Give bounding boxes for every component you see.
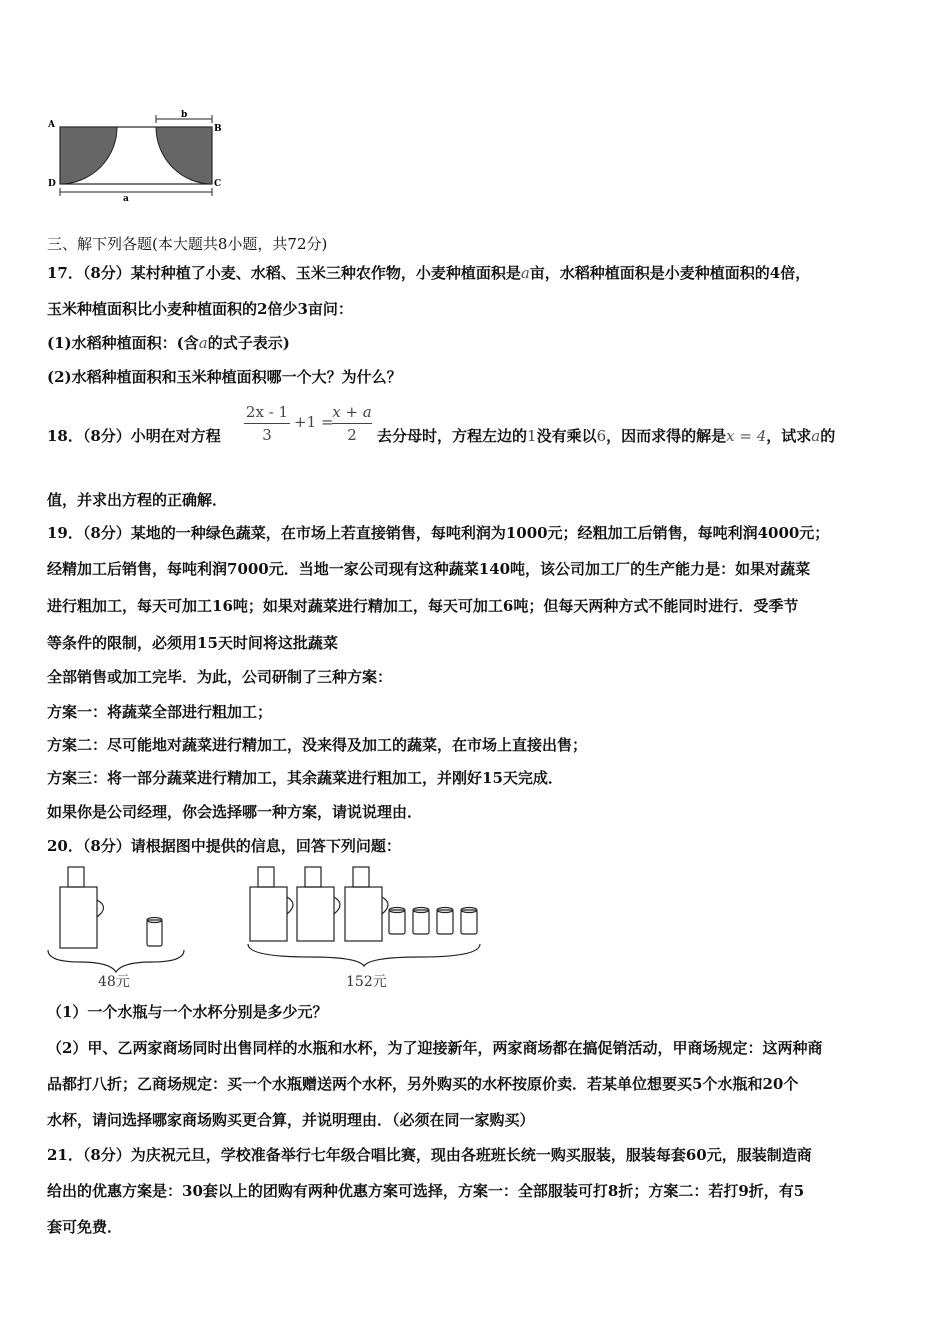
q21-line-1: 21．（8分）为庆祝元旦，学校准备举行七年级合唱比赛，现由各班班长统一购买服装，服装每套60元，服装制造商 (47, 1146, 812, 1164)
q20-title: 20．（8分）请根据图中提供的信息，回答下列问题： (47, 837, 401, 855)
q18-mid3: ，因而求得的解是 (606, 427, 727, 445)
label-A: A (48, 120, 55, 130)
label-b: b (181, 110, 188, 120)
q17-sub1-pre: (1)水稻种植面积：(含 (47, 334, 199, 352)
q18-mid4: ，试求 (766, 427, 812, 445)
q18-rest (377, 426, 835, 446)
q21-line-2: 给出的优惠方案是：30套以上的团购有两种优惠方案可选择，方案一：全部服装可打8折；方案二：若打9折，有5 (47, 1182, 805, 1200)
q17-line2: 玉米种植面积比小麦种植面积的2倍少3亩问： (47, 300, 353, 318)
q18-frac2-num: x + a (332, 403, 372, 421)
q17-sub2: (2)水稻种植面积和玉米种植面积哪一个大？为什么？ (47, 368, 402, 386)
q21-line-3: 套可免费． (47, 1218, 123, 1236)
q19-line-4: 等条件的限制，必须用15天时间将这批蔬菜 (47, 634, 338, 652)
q20-sub2-line-2: 品都打八折；乙商场规定：买一个水瓶赠送两个水杯，另外购买的水杯按原价卖．若某单位想要买5个水瓶和20个 (47, 1075, 799, 1093)
q18-solution: x = 4 (726, 427, 767, 445)
q18-fraction-right (332, 402, 372, 445)
q20-sub2-line-1: （2）甲、乙两家商场同时出售同样的水瓶和水杯，为了迎接新年，两家商场都在搞促销活动，甲商场规定：这两种商 (47, 1039, 823, 1057)
q19-line-8: 方案三：将一部分蔬菜进行精加工，其余蔬菜进行粗加工，并刚好15天完成． (47, 769, 563, 787)
q19-line-9: 如果你是公司经理，你会选择哪一种方案，请说说理由． (47, 803, 423, 821)
q18-frac2-den: 2 (347, 426, 357, 444)
q18-line2: 值，并求出方程的正确解． (47, 491, 228, 509)
q18-pre: 18．（8分）小明在对方程 (47, 427, 221, 445)
q17-var-a: a (520, 264, 530, 282)
q17-text-a: 17．（8分）某村种植了小麦、水稻、玉米三种农作物，小麦种植面积是 (47, 264, 521, 282)
q19-line-5: 全部销售或加工完毕．为此，公司研制了三种方案： (47, 668, 393, 686)
q17-sub1 (47, 333, 290, 353)
q18-six: 6 (596, 427, 607, 445)
q19-line-1: 19．（8分）某地的一种绿色蔬菜，在市场上若直接销售，每吨利润为1000元；经粗加工后销售，每吨利润4000元； (47, 524, 830, 542)
q17-sub1-var: a (198, 334, 208, 352)
q20-sub1: （1）一个水瓶与一个水杯分别是多少元？ (47, 1003, 328, 1021)
section-title: 三、解下列各题(本大题共8小题，共72分) (47, 235, 328, 253)
q18-var-a: a (811, 427, 821, 445)
q18-frac1-num: 2x - 1 (245, 403, 289, 421)
label-C: C (214, 179, 222, 189)
q20-sub2-line-3: 水杯，请问选择哪家商场购买更合算，并说明理由．（必须在同一家购买） (47, 1111, 535, 1129)
q18-mid2: 没有乘以 (536, 427, 597, 445)
q17-sub1-post: 的式子表示) (207, 334, 290, 352)
price-152: 152元 (346, 974, 387, 990)
q19-line-7: 方案二：尽可能地对蔬菜进行精加工，没来得及加工的蔬菜，在市场上直接出售； (47, 736, 588, 754)
q19-line-6: 方案一：将蔬菜全部进行粗加工； (47, 703, 273, 721)
q19-line-3: 进行粗加工，每天可加工16吨；如果对蔬菜进行精加工，每天可加工6吨；但每天两种方式不能同时进行．受季节 (47, 597, 799, 615)
label-D: D (48, 179, 56, 189)
q18-plus-one: +1 = (294, 413, 334, 431)
q18-fraction-left (244, 402, 290, 445)
rectangle-arcs-figure (40, 105, 230, 205)
q17-text-b: 亩，水稻种植面积是小麦种植面积的4倍， (529, 264, 811, 282)
q18-end: 的 (820, 427, 836, 445)
q18-mid1: 去分母时，方程左边的 (377, 427, 528, 445)
q17-line1 (47, 263, 810, 283)
bottles-cups-figure (40, 862, 500, 992)
q18-frac1-den: 3 (262, 426, 272, 444)
q18-one: 1 (527, 427, 537, 445)
price-48: 48元 (98, 974, 130, 990)
label-a: a (123, 194, 129, 204)
q19-line-2: 经精加工后销售，每吨利润7000元．当地一家公司现有这种蔬菜140吨，该公司加工厂的生产能力是：如果对蔬菜 (47, 560, 811, 578)
label-B: B (214, 124, 222, 134)
